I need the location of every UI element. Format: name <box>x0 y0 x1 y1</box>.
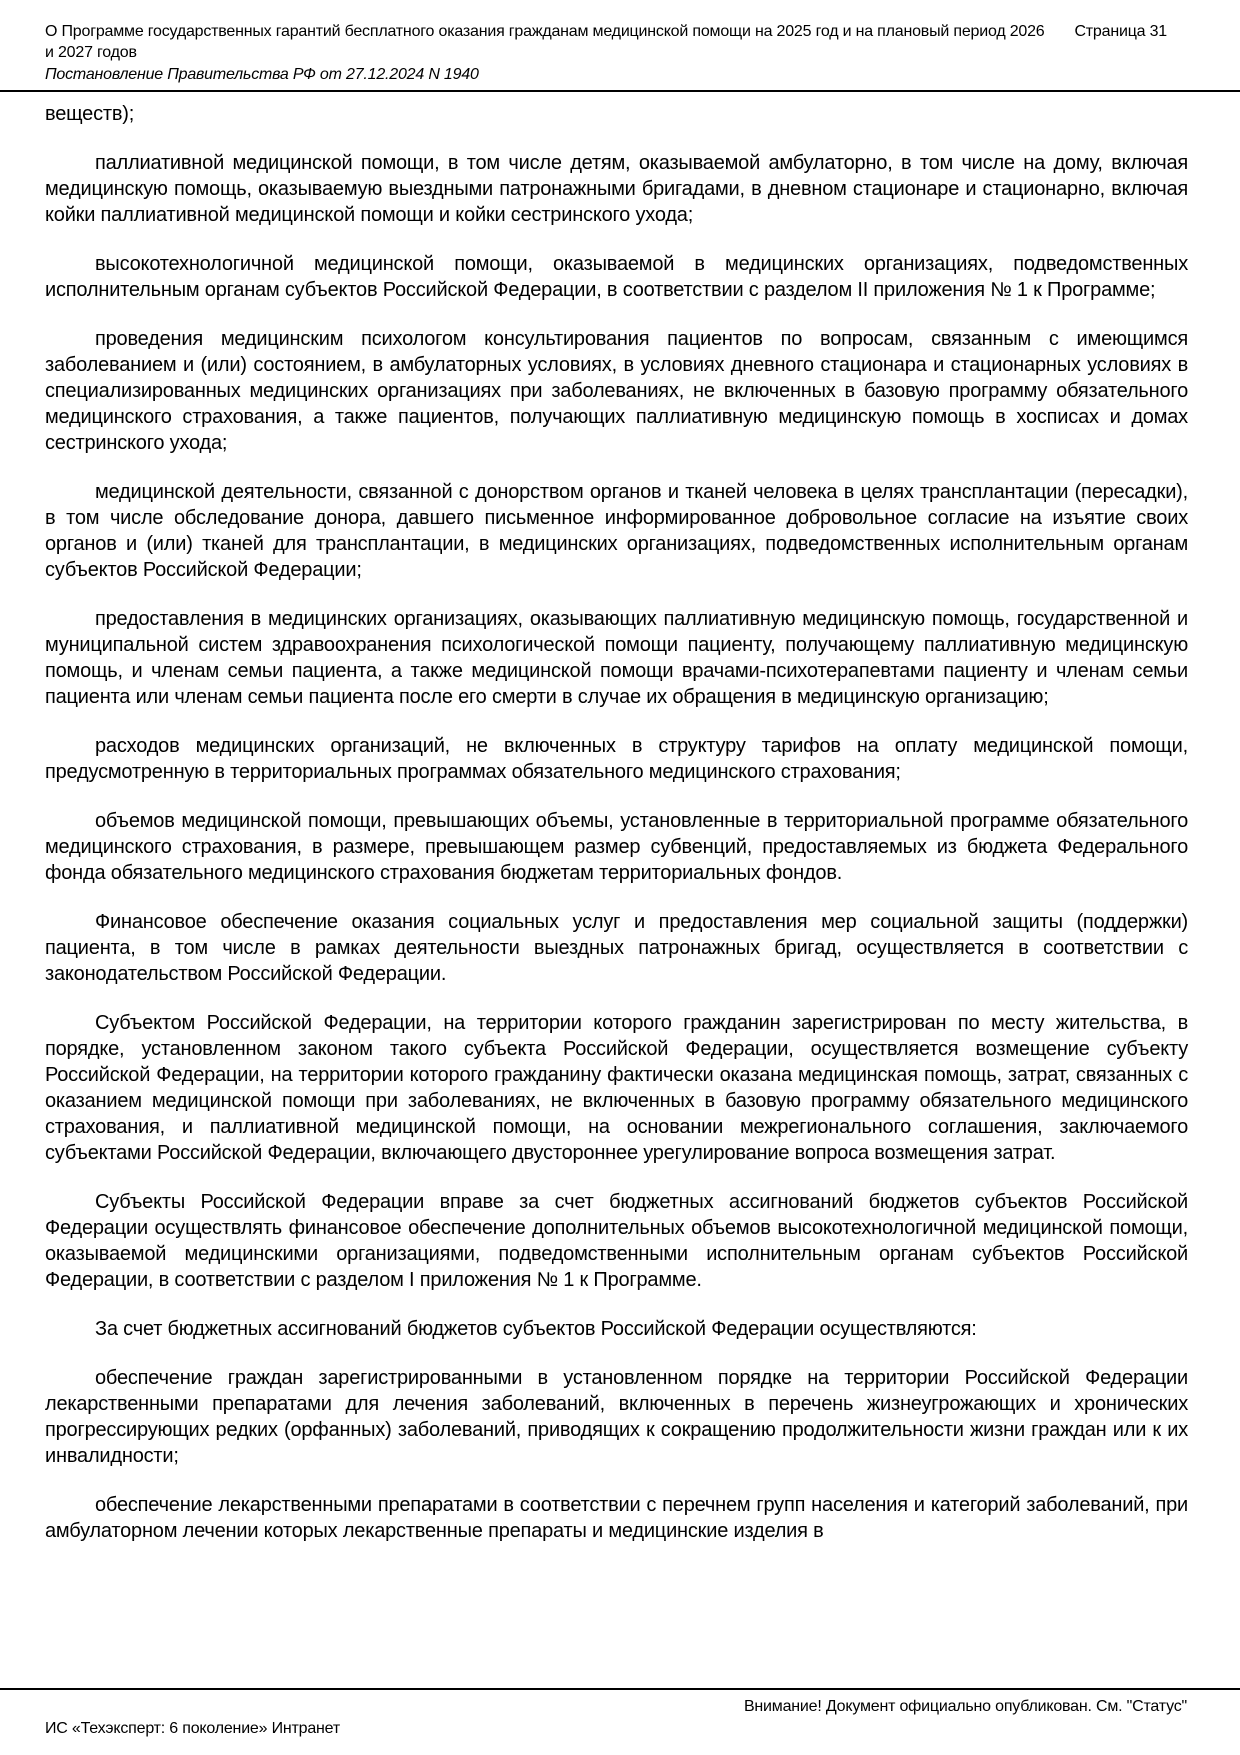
footer-publication-notice: Внимание! Документ официально опубликован. См. "Статус" <box>743 1698 1187 1715</box>
document-body <box>0 92 1240 1544</box>
body-paragraph: предоставления в медицинских организациях, оказывающих паллиативную медицинскую помощь, государственной и муниципальной систем здравоохранения психологической помощи пациенту, получающему паллиативную медицинскую помощь, и членам семьи пациента, а также медицинской помощи врачами-психотерапевтами пациенту и членам семьи пациента или членам семьи пациента после его смерти в случае их обращения в медицинскую организацию; <box>45 608 1188 708</box>
body-paragraph: Субъекты Российской Федерации вправе за счет бюджетных ассигнований бюджетов субъектов Российской Федерации осуществлять финансовое обеспечение дополнительных объемов высокотехнологичной медицинской помощи, оказываемой медицинскими организациями, подведомственными исполнительным органам субъектов Российской Федерации, в соответствии с разделом I приложения № 1 к Программе. <box>45 1191 1188 1291</box>
document-subtitle: Постановление Правительства РФ от 27.12.2024 N 1940 <box>45 66 479 83</box>
body-paragraph: веществ); <box>45 103 135 125</box>
body-paragraph: расходов медицинских организаций, не включенных в структуру тарифов на оплату медицинской помощи, предусмотренную в территориальных программах обязательного медицинского страхования; <box>45 735 1188 783</box>
document-title-block <box>45 21 1074 85</box>
body-paragraph: Финансовое обеспечение оказания социальных услуг и предоставления мер социальной защиты (поддержки) пациента, в том числе в рамках деятельности выездных патронажных бригад, осуществляется в соответствии с законодательством Российской Федерации. <box>45 911 1188 985</box>
document-title-line-1: О Программе государственных гарантий бесплатного оказания гражданам медицинской помощи на 2025 год и на плановый период 2026 <box>45 23 1045 40</box>
page-number-label: Страница 31 <box>1074 23 1167 40</box>
body-paragraph: обеспечение граждан зарегистрированными в установленном порядке на территории Российской Федерации лекарственными препаратами для лечения заболеваний, включенных в перечень жизнеугрожающих и хронических прогрессирующих редких (орфанных) заболеваний, приводящих к сокращению продолжительности жизни граждан или к их инвалидности; <box>45 1367 1188 1467</box>
body-paragraph: обеспечение лекарственными препаратами в соответствии с перечнем групп населения и категорий заболеваний, при амбулаторном лечении которых лекарственные препараты и медицинские изделия в <box>45 1494 1188 1542</box>
footer-source-label: ИС «Техэксперт: 6 поколение» Интранет <box>45 1720 340 1737</box>
body-paragraph: медицинской деятельности, связанной с донорством органов и тканей человека в целях трансплантации (пересадки), в том числе обследование донора, давшего письменное информированное добровольное согласие на изъятие своих органов и (или) тканей для трансплантации, в медицинских организациях, подведомственных исполнительным органам субъектов Российской Федерации; <box>45 481 1188 581</box>
document-header <box>0 0 1240 85</box>
body-paragraph: объемов медицинской помощи, превышающих объемы, установленные в территориальной программе обязательного медицинского страхования, в размере, превышающем размер субвенций, предоставляемых из бюджета Федерального фонда обязательного медицинского страхования бюджетам территориальных фондов. <box>45 810 1188 884</box>
body-paragraph: проведения медицинским психологом консультирования пациентов по вопросам, связанным с имеющимся заболеванием и (или) состоянием, в амбулаторных условиях, в условиях дневного стационара и стационарных условиях в специализированных медицинских организациях при заболеваниях, не включенных в базовую программу обязательного медицинского страхования, а также пациентов, получающих паллиативную медицинскую помощь в хосписах и домах сестринского ухода; <box>45 328 1188 454</box>
body-paragraph: высокотехнологичной медицинской помощи, оказываемой в медицинских организациях, подведомственных исполнительным органам субъектов Российской Федерации, в соответствии с разделом II приложения № 1 к Программе; <box>45 253 1188 301</box>
body-paragraph: За счет бюджетных ассигнований бюджетов субъектов Российской Федерации осуществляются: <box>95 1318 977 1340</box>
body-paragraph: паллиативной медицинской помощи, в том числе детям, оказываемой амбулаторно, в том числе на дому, включая медицинскую помощь, оказываемую выездными патронажными бригадами, в дневном стационаре и стационарно, включая койки паллиативной медицинской помощи и койки сестринского ухода; <box>45 152 1188 226</box>
document-title-line-2: и 2027 годов <box>45 44 137 61</box>
footer-divider <box>0 1688 1240 1690</box>
body-paragraph: Субъектом Российской Федерации, на территории которого гражданин зарегистрирован по месту жительства, в порядке, установленном законом такого субъекта Российской Федерации, осуществляется возмещение субъекту Российской Федерации, на территории которого гражданину фактически оказана медицинская помощь, затрат, связанных с оказанием медицинской помощи при заболеваниях, не включенных в базовую программу обязательного медицинского страхования, и паллиативной медицинской помощи, на основании межрегионального соглашения, заключаемого субъектами Российской Федерации, включающего двустороннее урегулирование вопроса возмещения затрат. <box>45 1012 1188 1164</box>
